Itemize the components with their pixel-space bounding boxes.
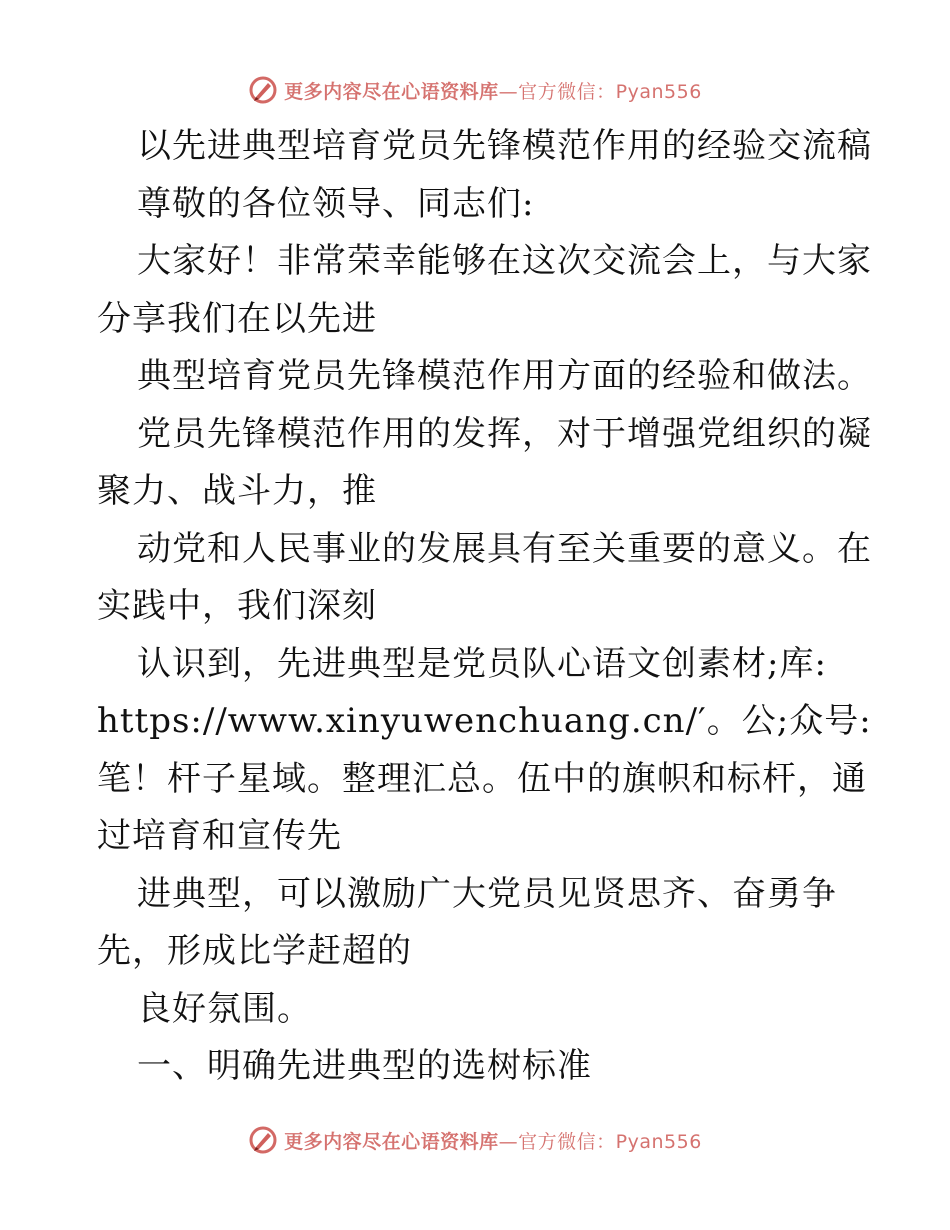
document-line: 尊敬的各位领导、同志们:	[137, 183, 535, 224]
pen-logo-icon	[248, 1125, 278, 1155]
document-line: 大家好！非常荣幸能够在这次交流会上，与大家	[137, 241, 872, 281]
document-line: 分享我们在以先进	[97, 298, 377, 339]
document-line: 进典型，可以激励广大党员见贤思齐、奋勇争	[137, 873, 837, 914]
footer-banner	[0, 1120, 950, 1160]
header-banner-text	[284, 77, 702, 104]
document-line: 党员先锋模范作用的发挥，对于增强党组织的凝	[137, 413, 872, 454]
header-banner	[0, 70, 950, 110]
footer-wechat-text: 官方微信：Pyan556	[518, 1130, 702, 1153]
document-line: 先，形成比学赶超的	[97, 931, 412, 971]
document-line: 聚力、战斗力，推	[97, 471, 377, 511]
pen-logo-icon	[248, 75, 278, 105]
document-line: 动党和人民事业的发展具有至关重要的意义。在	[137, 528, 872, 569]
header-wechat-text: 官方微信：Pyan556	[518, 80, 702, 103]
footer-separator: —	[498, 1130, 519, 1153]
footer-brand-text: 更多内容尽在心语资料库	[284, 1130, 499, 1153]
document-line: 以先进典型培育党员先锋模范作用的经验交流稿	[137, 126, 872, 166]
header-brand-text: 更多内容尽在心语资料库	[284, 80, 499, 103]
document-line: 典型培育党员先锋模范作用方面的经验和做法。	[137, 356, 872, 396]
document-body	[97, 118, 897, 1096]
document-line: 一、明确先进典型的选树标准	[137, 1046, 592, 1086]
document-line: 认识到，先进典型是党员队心语文创素材;库:	[137, 643, 827, 684]
document-line: 良好氛围。	[137, 988, 312, 1029]
document-line: 笔！杆子星域。整理汇总。伍中的旗帜和标杆，通	[97, 758, 867, 799]
header-separator: —	[498, 80, 519, 103]
document-line: 过培育和宣传先	[97, 816, 342, 856]
footer-banner-text	[284, 1127, 702, 1154]
document-line: https://www.xinyuwenchuang.cn/′。公;众号:	[97, 701, 872, 741]
document-line: 实践中，我们深刻	[97, 586, 377, 626]
